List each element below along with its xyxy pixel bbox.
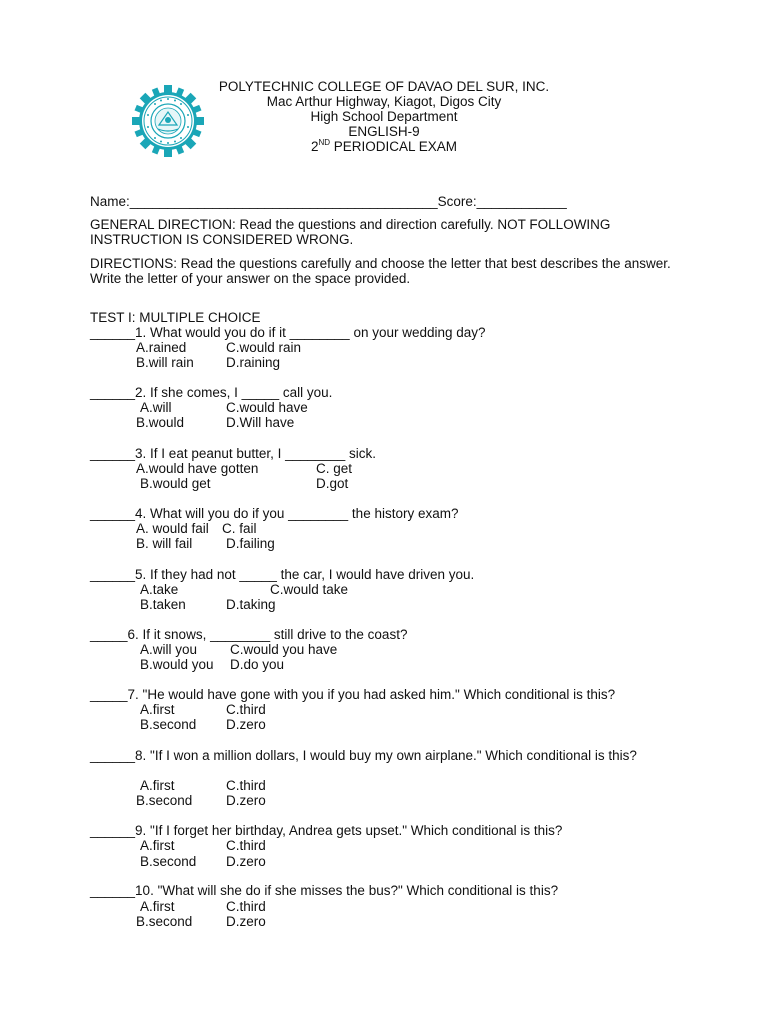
question-8: ______8. "If I won a million dollars, I would buy my own airplane." Which conditional is this? [90, 748, 637, 763]
choice-d: D.do you [230, 657, 285, 672]
question-9: ______9. "If I forget her birthday, Andrea gets upset." Which conditional is this? [90, 823, 563, 838]
choice-c: C.third [226, 838, 266, 853]
choice-b: B.would you [140, 657, 214, 672]
name-score-line[interactable]: Name:_________________________________________Score:____________ [90, 194, 567, 209]
question-2: ______2. If she comes, I _____ call you. [90, 385, 333, 400]
subject: ENGLISH-9 [348, 124, 420, 139]
choice-b: B.would [136, 415, 185, 430]
choice-d: D.zero [226, 854, 266, 869]
choice-b: B.second [140, 717, 197, 732]
exam-ordinal: 2 [310, 139, 319, 154]
choice-d: D.raining [226, 355, 281, 370]
choice-b: B.second [136, 914, 193, 929]
choice-c: C. get [316, 461, 353, 476]
choice-a: A.first [140, 899, 175, 914]
choice-a: A.first [140, 702, 175, 717]
department: High School Department [310, 109, 458, 124]
test-title: TEST I: MULTIPLE CHOICE [90, 310, 261, 325]
question-1: ______1. What would you do if it ________ on your wedding day? [90, 325, 486, 340]
choice-c: C.would you have [230, 642, 338, 657]
choice-a: A.first [140, 838, 175, 853]
question-3: ______3. If I eat peanut butter, I ________ sick. [90, 446, 376, 461]
choice-a: A. would fail [136, 521, 209, 536]
choice-d: D.taking [226, 597, 276, 612]
choice-d: D.failing [226, 536, 275, 551]
choice-b: B.would get [140, 476, 211, 491]
choice-c: C.would take [270, 582, 349, 597]
choice-d: D.zero [226, 793, 266, 808]
choice-c: C.third [226, 778, 266, 793]
choice-a: A.will [140, 400, 172, 415]
choice-a: A.rained [136, 340, 187, 355]
directions: DIRECTIONS: Read the questions carefully and choose the letter that best describes the answer. Write the letter of your answer on the space provided. [90, 256, 671, 286]
choice-d: D.got [316, 476, 349, 491]
choice-a: A.first [140, 778, 175, 793]
choice-b: B. will fail [136, 536, 193, 551]
choice-c: C.would have [226, 400, 308, 415]
exam-title [0, 139, 768, 154]
question-4: ______4. What will you do if you ________ the history exam? [90, 506, 459, 521]
choice-c: C.third [226, 702, 266, 717]
question-5: ______5. If they had not _____ the car, I would have driven you. [90, 567, 475, 582]
choice-c: C.third [226, 899, 266, 914]
question-6: _____6. If it snows, ________ still drive to the coast? [90, 627, 408, 642]
choice-b: B.second [140, 854, 197, 869]
exam-name: PERIODICAL EXAM [330, 139, 458, 154]
choice-c: C.would rain [226, 340, 302, 355]
exam-ordinal-suffix: ND [318, 137, 331, 147]
college-address: Mac Arthur Highway, Kiagot, Digos City [266, 94, 502, 109]
question-10: ______10. "What will she do if she misses the bus?" Which conditional is this? [90, 883, 559, 898]
choice-b: B.will rain [136, 355, 194, 370]
college-name: POLYTECHNIC COLLEGE OF DAVAO DEL SUR, INC. [218, 79, 550, 94]
choice-d: D.zero [226, 914, 266, 929]
choice-a: A.will you [140, 642, 198, 657]
choice-b: B.second [136, 793, 193, 808]
choice-c: C. fail [222, 521, 257, 536]
question-7: _____7. "He would have gone with you if you had asked him." Which conditional is this? [90, 687, 616, 702]
choice-d: D.Will have [226, 415, 295, 430]
general-direction: GENERAL DIRECTION: Read the questions and direction carefully. NOT FOLLOWING INSTRUCTION IS CONSIDERED WRONG. [90, 217, 611, 247]
choice-a: A.take [140, 582, 179, 597]
choice-b: B.taken [140, 597, 186, 612]
choice-d: D.zero [226, 717, 266, 732]
choice-a: A.would have gotten [136, 461, 259, 476]
